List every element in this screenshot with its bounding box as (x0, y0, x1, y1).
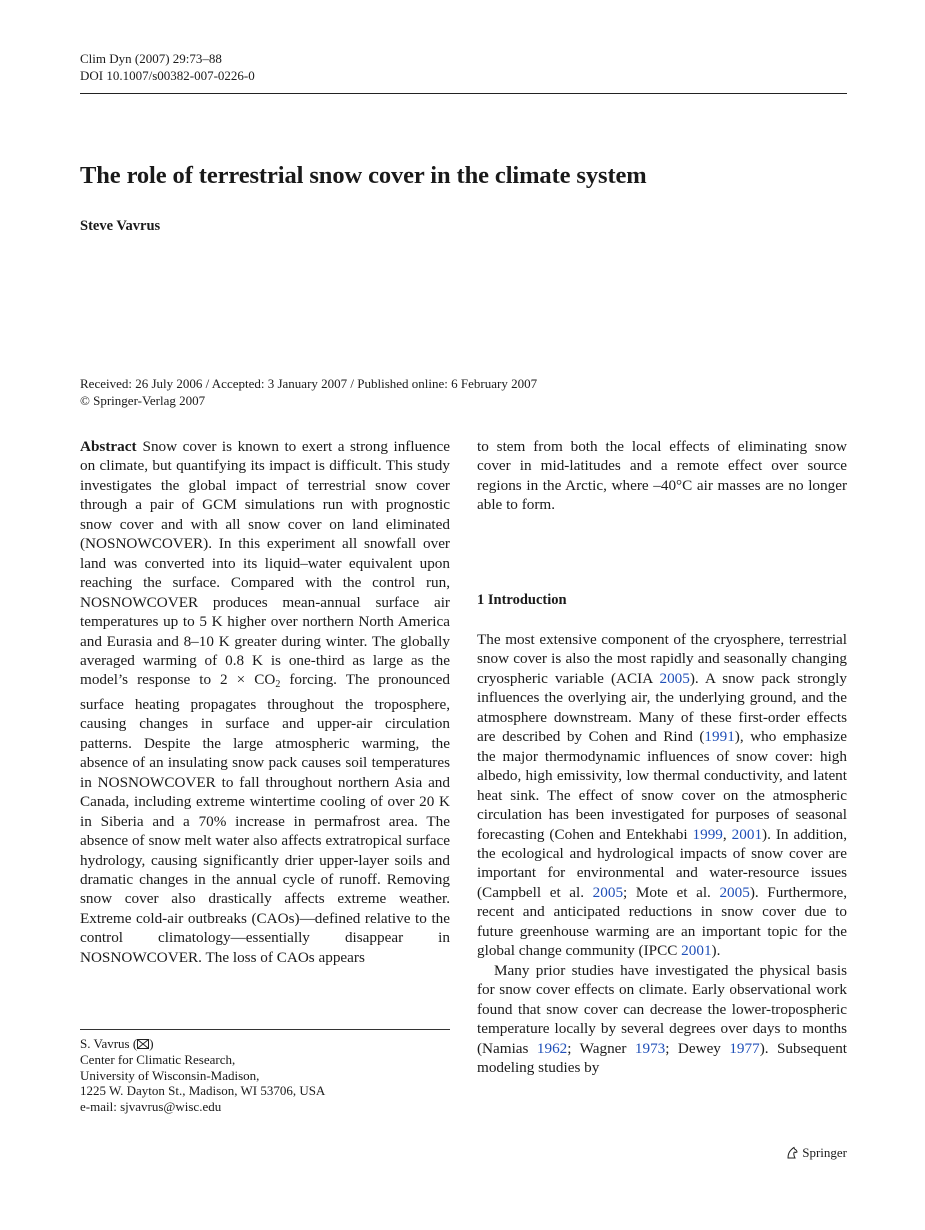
affiliation-university: University of Wisconsin-Madison, (80, 1067, 260, 1083)
affiliation-institute: Center for Climatic Research, (80, 1051, 236, 1067)
running-header (80, 50, 255, 84)
abstract-continuation (477, 437, 847, 515)
citation-link[interactable]: 1962 (536, 1039, 568, 1057)
history-dates: Received: 26 July 2006 / Accepted: 3 January 2007 / Published online: 6 February 2007 (80, 376, 538, 391)
citation-link[interactable]: 1973 (634, 1039, 666, 1057)
publisher-footer (785, 1145, 847, 1161)
citation-link[interactable]: 2001 (681, 942, 712, 960)
publication-dates (80, 375, 537, 409)
section-heading-introduction: 1 Introduction (477, 592, 567, 608)
corresponding-author: S. Vavrus ( ) (80, 1036, 154, 1051)
citation-link[interactable]: 1999 (692, 825, 723, 843)
author-email: e-mail: sjvavrus@wisc.edu (80, 1099, 222, 1115)
affiliation-address: 1225 W. Dayton St., Madison, WI 53706, USA (80, 1083, 326, 1099)
copyright-line: © Springer-Verlag 2007 (80, 393, 206, 408)
publisher-name: Springer (802, 1145, 847, 1160)
intro-paragraph-2: Many prior studies have investigated the physical basis for snow cover effects on climate. Early observational work found that snow cover can decrease the lower-tropospheric temperature locally by several degrees over days to months (Namias 1962; Wagner 1973; Dewey 1977). Subsequent modeling studies by (477, 961, 848, 1076)
envelope-icon (137, 1037, 149, 1047)
citation-link[interactable]: 1977 (729, 1039, 760, 1057)
abstract-column (80, 437, 450, 967)
doi: DOI 10.1007/s00382-007-0226-0 (80, 68, 255, 83)
citation-link[interactable]: 2005 (592, 883, 624, 901)
journal-citation: Clim Dyn (2007) 29:73–88 (80, 51, 222, 66)
abstract-text-2-right: to stem from both the local effects of eliminating snow cover in mid-latitudes and a remote effect over source regions in the Arctic, where –40°C air masses are no longer able to form. (477, 438, 847, 514)
co2-subscript: 2 (275, 679, 281, 691)
author-name: Steve Vavrus (80, 218, 161, 234)
introduction-body (477, 630, 847, 1077)
abstract-heading: Abstract (80, 438, 137, 455)
header-rule (80, 93, 847, 94)
author-footnote (80, 1036, 325, 1115)
citation-link[interactable]: 2005 (659, 669, 690, 687)
abstract-paragraph (80, 437, 450, 967)
springer-horse-icon (785, 1146, 799, 1160)
intro-paragraph-1: The most extensive component of the cryosphere, terrestrial snow cover is also the most rapidly and seasonally changing cryospheric variable (ACIA 2005). A snow pack strongly influences the overlying air, the underlying ground, and the atmosphere downstream. Many of these first-order effects are described by Cohen and Rind (1991), who emphasize the major thermodynamic influences of snow cover: high albedo, high emissivity, low thermal conductivity, and latent heat sink. The effect of snow cover on the atmospheric circulation has been investigated for purposes of seasonal forecasting (Cohen and Entekhabi 1999, 2001). In addition, the ecological and hydrological impacts of snow cover are important for environmental and water-resource issues (Campbell et al. 2005; Mote et al. 2005). Furthermore, recent and anticipated reductions in snow cover due to future greenhouse warming are an important topic for the global change community (IPCC 2001). (477, 631, 848, 960)
citation-link[interactable]: 1991 (704, 728, 735, 746)
citation-link[interactable]: 2001 (731, 825, 763, 843)
footnote-rule (80, 1029, 450, 1030)
citation-link[interactable]: 2005 (719, 883, 750, 901)
abstract-text-2-left: forcing. The pronounced surface heating propagates throughout the troposphere, causing changes in surface and upper-air circulation patterns. Despite the large atmospheric warming, the absence of an insulating snow pack causes soil temperatures in NOSNOWCOVER to fall throughout northern Asia and Canada, including extreme wintertime cooling of over 20 K in Siberia and a 70% increase in permafrost area. The absence of snow melt water also affects extratropical surface hydrology, causing significantly drier upper-layer soils and dramatic changes in the annual cycle of runoff. Removing snow cover also drastically affects extreme weather. Extreme cold-air outbreaks (CAOs)—defined relative to the control climatology—essentially disappear in NOSNOWCOVER. The loss of CAOs appears (80, 671, 450, 966)
abstract-text-1: Snow cover is known to exert a strong influence on climate, but quantifying its impact is difficult. This study investigates the global impact of terrestrial snow cover through a pair of GCM simulations run with prognostic snow cover and with all snow cover on land eliminated (NOSNOWCOVER). In this experiment all snowfall over land was converted into its liquid–water equivalent upon reaching the surface. Compared with the control run, NOSNOWCOVER produces mean-annual surface air temperatures up to 5 K higher over northern North America and Eurasia and 8–10 K greater during winter. The globally averaged warming of 0.8 K is one-third as large as the model’s response to 2 × CO (80, 438, 450, 689)
article-title: The role of terrestrial snow cover in the climate system (80, 162, 647, 189)
